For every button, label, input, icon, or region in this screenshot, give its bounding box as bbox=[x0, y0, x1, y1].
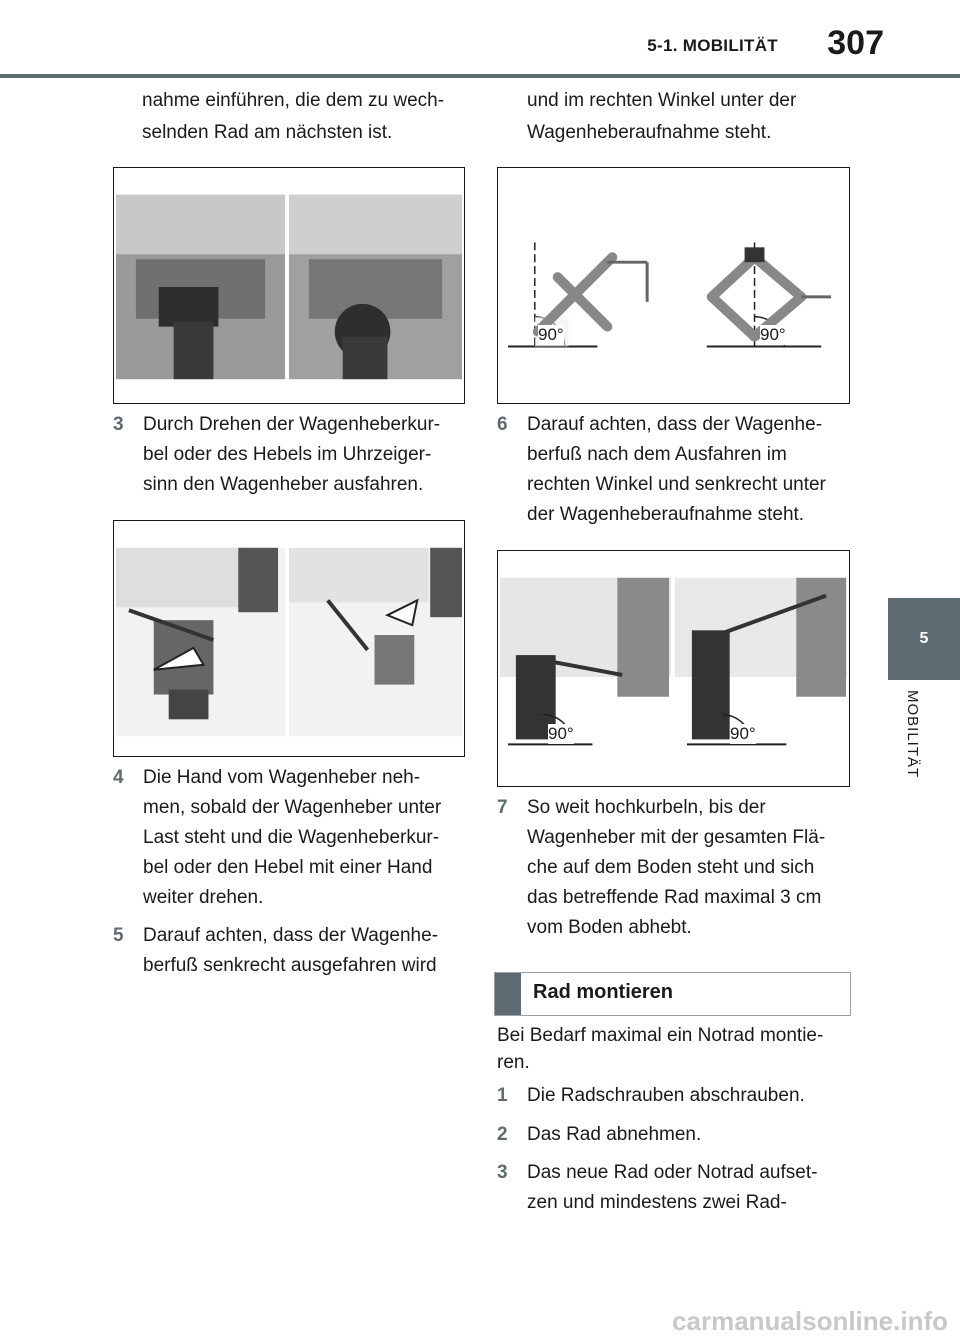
step-line: zen und mindestens zwei Rad- bbox=[527, 1192, 787, 1213]
step-6 bbox=[497, 410, 857, 530]
watermark: carmanualsonline.info bbox=[672, 1306, 948, 1336]
step-number: 2 bbox=[497, 1124, 508, 1145]
step-line: Die Radschrauben abschrauben. bbox=[527, 1085, 805, 1106]
section-step-1 bbox=[497, 1081, 857, 1111]
figure-crank-jack bbox=[113, 520, 465, 757]
right-intro-line-1: und im rechten Winkel unter der bbox=[527, 90, 797, 111]
step-line: Das neue Rad oder Notrad aufset- bbox=[527, 1162, 818, 1183]
figure-jack-placement bbox=[113, 167, 465, 404]
section-heading-box bbox=[494, 972, 851, 1016]
section-intro-line-1: Bei Bedarf maximal ein Notrad montie- bbox=[497, 1025, 824, 1046]
step-7 bbox=[497, 793, 857, 943]
chapter-tab-label: MOBILITÄT bbox=[904, 690, 921, 779]
figure-jack-under-car bbox=[497, 550, 850, 787]
chapter-tab: 5 bbox=[888, 598, 960, 680]
angle-label-right: 90° bbox=[760, 325, 786, 344]
angle-label-left: 90° bbox=[548, 724, 574, 743]
left-intro-line-2: selnden Rad am nächsten ist. bbox=[142, 122, 393, 143]
step-line: berfuß senkrecht ausgefahren wird bbox=[143, 955, 437, 976]
page-number: 307 bbox=[827, 24, 884, 62]
step-line: weiter drehen. bbox=[143, 887, 264, 908]
step-line: Darauf achten, dass der Wagenhe- bbox=[143, 925, 439, 946]
section-step-2 bbox=[497, 1120, 857, 1150]
section-heading: Rad montieren bbox=[533, 981, 674, 1003]
step-number: 4 bbox=[113, 767, 124, 788]
step-number: 7 bbox=[497, 797, 508, 818]
step-line: Durch Drehen der Wagenheberkur- bbox=[143, 414, 441, 435]
step-line: Wagenheber mit der gesamten Flä- bbox=[527, 827, 826, 848]
step-number: 3 bbox=[113, 414, 124, 435]
step-line: sinn den Wagenheber ausfahren. bbox=[143, 474, 424, 495]
step-line: men, sobald der Wagenheber unter bbox=[143, 797, 442, 818]
section-step-3 bbox=[497, 1158, 857, 1218]
section-intro-line-2: ren. bbox=[497, 1052, 530, 1073]
step-3 bbox=[113, 410, 473, 500]
section-heading-bar bbox=[495, 973, 521, 1015]
angle-label-right: 90° bbox=[730, 724, 756, 743]
step-line: bel oder den Hebel mit einer Hand bbox=[143, 857, 433, 878]
step-number: 1 bbox=[497, 1085, 508, 1106]
step-line: bel oder des Hebels im Uhrzeiger- bbox=[143, 444, 432, 465]
header-rule bbox=[0, 74, 960, 78]
step-line: Das Rad abnehmen. bbox=[527, 1124, 702, 1145]
step-number: 5 bbox=[113, 925, 124, 946]
step-line: rechten Winkel und senkrecht unter bbox=[527, 474, 826, 495]
step-number: 6 bbox=[497, 414, 508, 435]
step-line: che auf dem Boden steht und sich bbox=[527, 857, 815, 878]
right-intro-line-2: Wagenheberaufnahme steht. bbox=[527, 122, 772, 143]
running-header-section: 5-1. MOBILITÄT bbox=[647, 36, 778, 55]
step-line: So weit hochkurbeln, bis der bbox=[527, 797, 766, 818]
step-line: Darauf achten, dass der Wagenhe- bbox=[527, 414, 823, 435]
figure-jack-right-angle-diagram bbox=[497, 167, 850, 404]
step-4 bbox=[113, 763, 473, 913]
step-line: berfuß nach dem Ausfahren im bbox=[527, 444, 787, 465]
step-number: 3 bbox=[497, 1162, 508, 1183]
step-line: das betreffende Rad maximal 3 cm bbox=[527, 887, 822, 908]
step-line: der Wagenheberaufnahme steht. bbox=[527, 504, 805, 525]
step-line: Last steht und die Wagenheberkur- bbox=[143, 827, 440, 848]
left-intro-line-1: nahme einführen, die dem zu wech- bbox=[142, 90, 445, 111]
step-line: vom Boden abhebt. bbox=[527, 917, 692, 938]
step-5 bbox=[113, 921, 473, 981]
angle-label-left: 90° bbox=[538, 325, 564, 344]
step-line: Die Hand vom Wagenheber neh- bbox=[143, 767, 421, 788]
